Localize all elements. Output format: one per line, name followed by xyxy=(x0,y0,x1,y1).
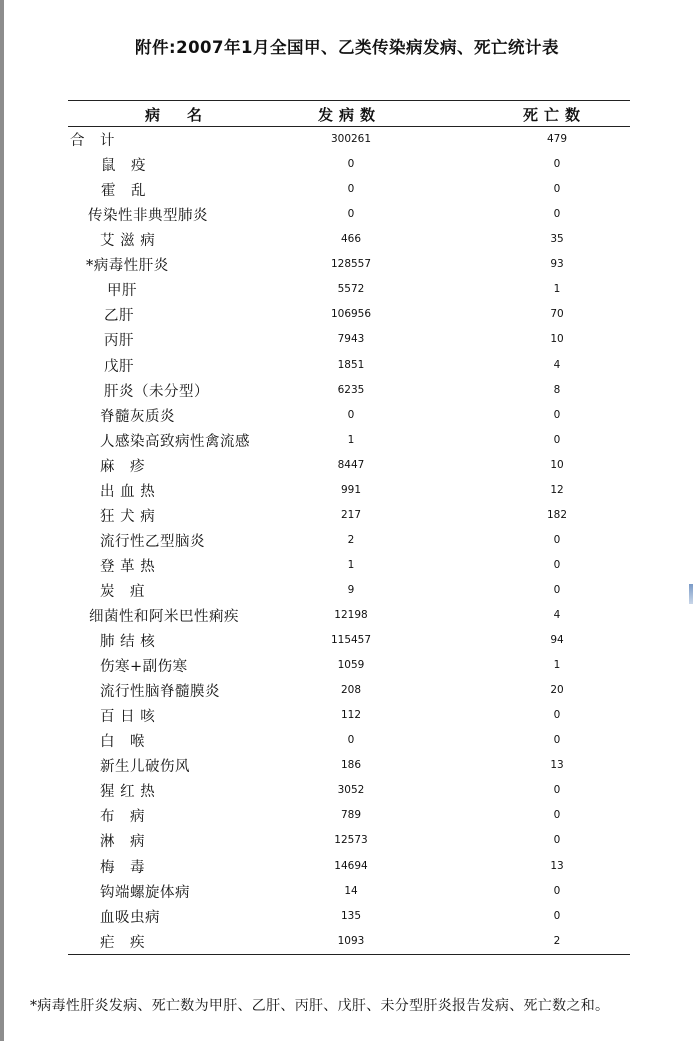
table-row xyxy=(0,657,694,682)
cases-value: 0 xyxy=(347,408,355,421)
table-bottom-rule xyxy=(68,954,630,955)
table-row xyxy=(0,607,694,632)
cases-value: 0 xyxy=(347,208,355,221)
table-row xyxy=(0,632,694,657)
deaths-value: 0 xyxy=(553,709,561,722)
cases-value: 1851 xyxy=(337,358,365,371)
table-row xyxy=(0,357,694,382)
deaths-value: 0 xyxy=(553,533,561,546)
table-top-rule xyxy=(68,100,630,101)
deaths-value: 13 xyxy=(550,859,564,872)
deaths-value: 4 xyxy=(553,358,561,371)
cases-value: 12573 xyxy=(334,834,368,847)
deaths-value: 0 xyxy=(553,909,561,922)
deaths-value: 0 xyxy=(553,809,561,822)
cases-value: 115457 xyxy=(330,634,372,646)
disease-name: 百 日 咳 xyxy=(100,709,156,726)
table-row xyxy=(0,858,694,883)
cases-value: 112 xyxy=(340,709,362,722)
deaths-value: 20 xyxy=(550,684,564,697)
disease-name: 戊肝 xyxy=(104,358,134,375)
cases-value: 217 xyxy=(340,508,362,521)
deaths-value: 182 xyxy=(546,508,568,521)
disease-name: 流行性脑脊髓膜炎 xyxy=(100,684,220,701)
disease-name: 合 计 xyxy=(70,133,115,149)
cases-value: 14694 xyxy=(334,859,368,872)
cases-value: 0 xyxy=(347,734,355,747)
table-row xyxy=(0,131,694,156)
cases-value: 9 xyxy=(347,583,355,596)
deaths-value: 12 xyxy=(550,483,564,496)
disease-name: 肝炎（未分型） xyxy=(104,383,209,400)
disease-name: 猩 红 热 xyxy=(100,784,156,801)
table-row xyxy=(0,832,694,857)
disease-name: 白 喉 xyxy=(100,734,145,751)
deaths-value: 0 xyxy=(553,884,561,897)
cases-value: 7943 xyxy=(337,333,365,346)
table-row xyxy=(0,156,694,181)
disease-name: 钩端螺旋体病 xyxy=(100,884,190,901)
table-row xyxy=(0,557,694,582)
deaths-value: 10 xyxy=(550,458,564,471)
table-row xyxy=(0,231,694,256)
disease-name: 炭 疽 xyxy=(100,583,145,600)
table-row xyxy=(0,331,694,356)
table-row xyxy=(0,256,694,281)
cases-value: 128557 xyxy=(330,258,372,271)
footnote: *病毒性肝炎发病、死亡数为甲肝、乙肝、丙肝、戊肝、未分型肝炎报告发病、死亡数之和。 xyxy=(30,998,610,1014)
cases-value: 789 xyxy=(340,809,362,822)
deaths-value: 94 xyxy=(550,634,564,646)
disease-name: 淋 病 xyxy=(100,834,145,851)
disease-name: 伤寒+副伤寒 xyxy=(100,659,188,676)
disease-name: 传染性非典型肺炎 xyxy=(88,208,208,225)
cases-value: 466 xyxy=(340,233,362,246)
disease-name: 流行性乙型脑炎 xyxy=(100,533,205,550)
disease-name: *病毒性肝炎 xyxy=(86,258,169,275)
deaths-value: 10 xyxy=(550,333,564,346)
table-row xyxy=(0,181,694,206)
table-row xyxy=(0,507,694,532)
disease-name: 新生儿破伤风 xyxy=(100,759,190,776)
table-row xyxy=(0,382,694,407)
table-row xyxy=(0,682,694,707)
cases-value: 991 xyxy=(340,483,362,496)
header-deaths: 死亡数 xyxy=(523,106,587,124)
disease-name: 疟 疾 xyxy=(100,934,145,951)
table-row xyxy=(0,707,694,732)
cases-value: 1059 xyxy=(337,659,365,672)
cases-value: 6235 xyxy=(337,383,365,396)
cases-value: 0 xyxy=(347,183,355,196)
cases-value: 3052 xyxy=(337,784,365,797)
table-row xyxy=(0,807,694,832)
disease-name: 登 革 热 xyxy=(100,558,156,575)
table-row xyxy=(0,482,694,507)
cases-value: 300261 xyxy=(330,133,372,145)
table-row xyxy=(0,306,694,331)
disease-name: 甲肝 xyxy=(107,283,137,300)
deaths-value: 0 xyxy=(553,158,561,171)
cases-value: 186 xyxy=(340,759,362,772)
page-title: 附件:2007年1月全国甲、乙类传染病发病、死亡统计表 xyxy=(134,38,559,57)
cases-value: 8447 xyxy=(337,458,365,471)
deaths-value: 4 xyxy=(553,609,561,621)
cases-value: 1093 xyxy=(337,934,365,947)
deaths-value: 93 xyxy=(550,258,564,271)
deaths-value: 0 xyxy=(553,734,561,747)
cases-value: 12198 xyxy=(334,609,368,621)
table-row xyxy=(0,757,694,782)
disease-name: 梅 毒 xyxy=(100,859,145,876)
table-row xyxy=(0,532,694,557)
table-row xyxy=(0,582,694,607)
table-row xyxy=(0,432,694,457)
disease-name: 狂 犬 病 xyxy=(100,508,156,525)
deaths-value: 0 xyxy=(553,834,561,847)
cases-value: 1 xyxy=(347,433,355,446)
deaths-value: 2 xyxy=(553,934,561,947)
deaths-value: 479 xyxy=(546,133,568,145)
disease-name: 人感染高致病性禽流感 xyxy=(100,433,250,450)
deaths-value: 13 xyxy=(550,759,564,772)
deaths-value: 0 xyxy=(553,558,561,571)
deaths-value: 0 xyxy=(553,408,561,421)
disease-name: 鼠 疫 xyxy=(101,158,146,175)
table-row xyxy=(0,908,694,933)
header-bottom-rule xyxy=(68,126,630,127)
header-disease-name: 病 名 xyxy=(145,106,209,124)
table-row xyxy=(0,732,694,757)
disease-name: 乙肝 xyxy=(104,308,134,325)
deaths-value: 8 xyxy=(553,383,561,396)
header-cases: 发病数 xyxy=(318,106,382,124)
table-row xyxy=(0,457,694,482)
table-row xyxy=(0,206,694,231)
deaths-value: 0 xyxy=(553,583,561,596)
deaths-value: 70 xyxy=(550,308,564,321)
disease-name: 麻 疹 xyxy=(100,458,145,475)
deaths-value: 1 xyxy=(553,659,561,672)
disease-name: 布 病 xyxy=(100,809,145,826)
deaths-value: 0 xyxy=(553,183,561,196)
cases-value: 14 xyxy=(344,884,358,897)
deaths-value: 0 xyxy=(553,433,561,446)
cases-value: 2 xyxy=(347,533,355,546)
cases-value: 135 xyxy=(340,909,362,922)
cases-value: 1 xyxy=(347,558,355,571)
table-row xyxy=(0,782,694,807)
deaths-value: 0 xyxy=(553,208,561,221)
deaths-value: 1 xyxy=(553,283,561,296)
table-row xyxy=(0,407,694,432)
deaths-value: 35 xyxy=(550,233,564,246)
disease-name: 脊髓灰质炎 xyxy=(100,408,175,425)
deaths-value: 0 xyxy=(553,784,561,797)
table-row xyxy=(0,281,694,306)
cases-value: 5572 xyxy=(337,283,365,296)
disease-name: 艾 滋 病 xyxy=(100,233,156,250)
disease-name: 肺 结 核 xyxy=(100,634,156,650)
disease-name: 霍 乱 xyxy=(101,183,146,200)
table-row xyxy=(0,883,694,908)
cases-value: 208 xyxy=(340,684,362,697)
cases-value: 106956 xyxy=(330,308,372,321)
disease-name: 丙肝 xyxy=(104,333,134,350)
disease-name: 血吸虫病 xyxy=(100,909,160,926)
cases-value: 0 xyxy=(347,158,355,171)
disease-name: 细菌性和阿米巴性痢疾 xyxy=(89,609,239,625)
disease-name: 出 血 热 xyxy=(100,483,156,500)
